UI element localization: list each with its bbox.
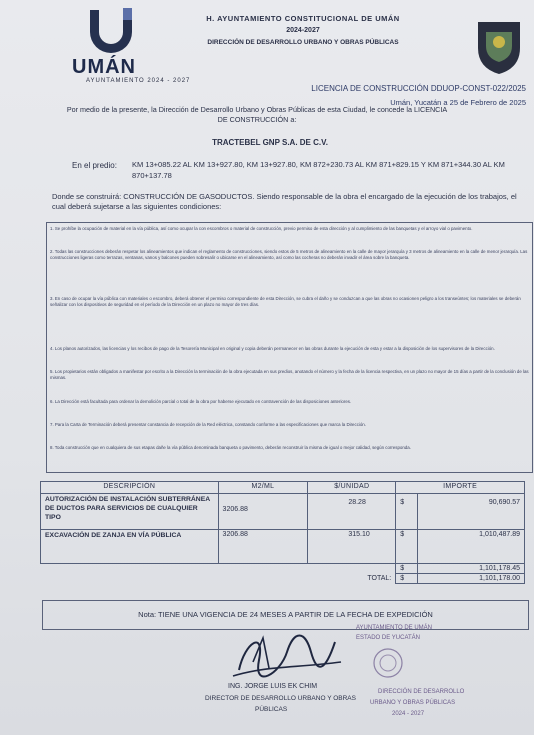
col-header-m2: M2/ML [218, 482, 308, 494]
subtotal-row [41, 564, 525, 574]
table-row [41, 494, 525, 530]
row-description: EXCAVACIÓN DE ZANJA EN VÍA PÚBLICA [41, 530, 219, 564]
col-header-amount: IMPORTE [396, 482, 525, 494]
official-stamp [336, 617, 465, 732]
header-period: 2024-2027 [286, 27, 320, 34]
table-header-row [41, 482, 525, 494]
logo-subtitle: AYUNTAMIENTO 2024 - 2027 [86, 78, 191, 84]
row-m2: 3206.88 [218, 530, 308, 564]
fees-table [40, 481, 525, 584]
coat-of-arms-icon [474, 18, 524, 76]
signer-name: ING. JORGE LUIS EK CHIM [228, 683, 318, 690]
table-row [41, 530, 525, 564]
condition-item: 8. Toda construcción que en cualquiera de sus etapas dañe la vía pública denominada banqueta o pavimento, deberán reconstruir la misma de igual o mejor calidad, según corresponda. [50, 445, 411, 450]
condition-item: 4. Los planos autorizados, las licencias y los recibos de pago de la Tesorería Municipal en original y copia deberán permanecer en las obras durante la ejecución de esta y estar a la disposición de los supervisores de la Dirección. [50, 346, 495, 351]
total-label: TOTAL: [367, 574, 392, 582]
row-amount: 90,690.57 [418, 494, 525, 530]
total-amount: 1,101,178.00 [418, 574, 525, 584]
condition-item: 5. Los propietarios están obligados a manifestar por escrito a la Dirección la terminación de la obra ejecutada en sus predios, anotando el número y la fecha de la licencia respectiva, en un plazo no mayor de 15 días a partir de la conclusión de las mismas. [50, 369, 529, 380]
condition-item: 7. Para la Carta de Terminación deberá presentar constancia de recepción de la Red eléctrica, constando conforme a las especificaciones que marca la Dirección. [50, 422, 366, 427]
condition-item: 2. Todas las construcciones deberán respetar los alineamientos que indican el reglamento de construcciones, siendo estos de 5 metros de alineamiento en la calle de mayor jerarquía y 3 metros de alineamiento en la calle de menor jerarquía. Las construcciones ligeras como terrazas, ventanas, vanos y balcones pueden sobresalir o ubicarse en el alineamiento, así como las cocheras no deberán invadir el área sobre la banqueta. [50, 249, 528, 260]
predio-value: KM 13+085.22 AL KM 13+927.80, KM 13+927.80, KM 872+230.73 AL KM 871+829.15 Y KM 871+344.30 AL KM 870+137.78 [132, 160, 505, 180]
company-name: TRACTEBEL GNP S.A. DE C.V. [212, 138, 328, 147]
predio-label: En el predio: [72, 161, 117, 170]
header-department: DIRECCIÓN DE DESARROLLO URBANO Y OBRAS PÚBLICAS [207, 39, 399, 46]
stamp-text: 2024 - 2027 [392, 711, 425, 717]
total-row [41, 574, 525, 584]
handwritten-signature [225, 622, 345, 684]
condition-item: 1. Se prohíbe la ocupación de material en la vía pública, así como ocupar la con escombros o material de construcción, previo permiso de esta dirección y al cumplimiento de las banquetas y el arroyo vial o pavimento. [50, 226, 473, 231]
row-m2: 3206.88 [218, 494, 308, 530]
row-currency: $ [396, 530, 418, 564]
intro-paragraph: Por medio de la presente, la Dirección de Desarrollo Urbano y Obras Públicas de esta Ciudad, le concede la LICENCIA DE CONSTRUCCIÓN a: [66, 105, 448, 124]
stamp-text: URBANO Y OBRAS PÚBLICAS [370, 700, 456, 706]
signer-title: DIRECTOR DE DESARROLLO URBANO Y OBRAS [205, 695, 356, 702]
row-description: AUTORIZACIÓN DE INSTALACIÓN SUBTERRÁNEA DE DUCTOS PARA SERVICIOS DE CUALQUIER TIPO [41, 494, 219, 530]
row-unit: 315.10 [308, 530, 396, 564]
stamp-text: AYUNTAMIENTO DE UMÁN [356, 625, 433, 631]
uman-logo [76, 6, 146, 58]
col-header-unit: $/UNIDAD [308, 482, 396, 494]
logo-wordmark: UMÁN [72, 56, 136, 78]
license-date: Umán, Yucatán a 25 de Febrero de 2025 [390, 98, 526, 107]
condition-item: 3. En caso de ocupar la vía pública con materiales o escombro, deberá obtener el permiso correspondiente de esta Dirección, se cubra el daño y se conduzcan a que las obras no ocasionen peligro a los transeúntes; los materiales se deberán señalizar con los dispositivos de seguridad en el período de la Dirección en un plazo no mayor de tres días. [50, 296, 521, 307]
construction-paragraph: Donde se construirá: CONSTRUCCIÓN DE GASODUCTOS. Siendo responsable de la obra el encargado de la ejecución de los trabajos, el cual deberá sujetarse a las siguientes condiciones: [52, 192, 517, 211]
validity-note: Nota: TIENE UNA VIGENCIA DE 24 MESES A PARTIR DE LA FECHA DE EXPEDICIÓN [138, 610, 433, 619]
condition-item: 6. La Dirección está facultada para ordenar la demolición parcial o total de la obra por haberse ejecutado en contravención de las disposiciones anteriores. [50, 399, 352, 404]
subtotal-amount: 1,101,178.45 [418, 564, 525, 574]
row-unit: 28.28 [308, 494, 396, 530]
signer-title-cont: PÚBLICAS [255, 706, 288, 713]
conditions-box [46, 222, 533, 473]
header-title: H. AYUNTAMIENTO CONSTITUCIONAL DE UMÁN [206, 14, 400, 23]
total-currency: $ [396, 574, 418, 584]
col-header-description: DESCRIPCIÓN [41, 482, 219, 494]
stamp-text: ESTADO DE YUCATÁN [356, 635, 421, 641]
subtotal-currency: $ [396, 564, 418, 574]
row-currency: $ [396, 494, 418, 530]
uman-logo-icon [76, 6, 146, 58]
row-amount: 1,010,487.89 [418, 530, 525, 564]
stamp-text: DIRECCIÓN DE DESARROLLO [378, 689, 465, 695]
license-number: LICENCIA DE CONSTRUCCIÓN DDUOP-CONST-022/2025 [311, 84, 526, 93]
